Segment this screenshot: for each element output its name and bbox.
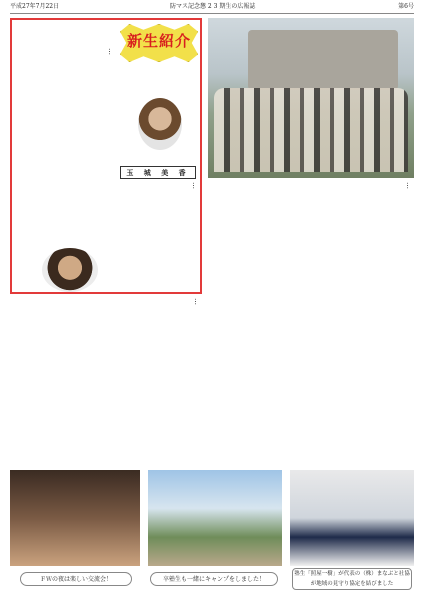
caption-agreement: 塾生「照屋一樹」が代表の（株）まなぶと社協が地域の見守り協定を結びました: [292, 568, 412, 590]
introduction-text-continued: …: [191, 182, 199, 190]
memorial-wall: [248, 30, 398, 90]
caption-camp: 卒塾生も一緒にキャンプをしました！: [150, 572, 278, 586]
article-body-left: …: [193, 298, 201, 306]
issue-date: 平成27年7月22日: [10, 3, 60, 10]
page-number: 第6号: [398, 3, 414, 10]
camp-photo: [148, 470, 282, 566]
party-photo: [10, 470, 140, 566]
section-badge-title: 新生紹介: [126, 32, 191, 50]
group-of-people: [214, 88, 408, 172]
member-portrait-photo: [138, 98, 182, 150]
page-header: [10, 0, 414, 14]
group-photo-monument: [208, 18, 414, 178]
article-body-right: …: [405, 182, 413, 190]
member-smiling-photo: [42, 248, 98, 292]
photo-strip: [10, 458, 414, 594]
member-introduction-box: [10, 18, 202, 294]
newsletter-title: 防マス記念懇 2 3 期生の広報誌: [170, 3, 256, 10]
agreement-signing-photo: [290, 470, 414, 566]
introduction-text: …: [107, 48, 115, 56]
member-name: 玉 城 美 香: [120, 166, 196, 179]
caption-party: ＦＷの夜は楽しい交流会！: [20, 572, 132, 586]
